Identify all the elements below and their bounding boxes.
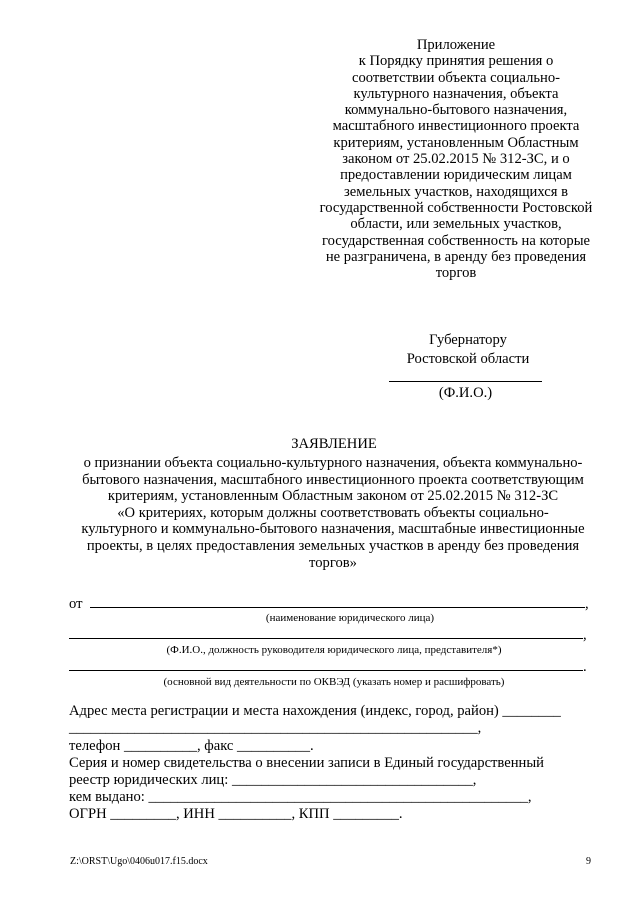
appendix-line: к Порядку принятия решения о: [358, 53, 554, 70]
appendix-line: соответствии объекта социально-: [352, 69, 560, 86]
from-label: от: [69, 596, 83, 612]
appendix-line: коммунально-бытового назначения,: [344, 102, 568, 119]
hint-okved: (основной вид деятельности по ОКВЭД (указать номер и расшифровать): [163, 676, 505, 688]
okved-field[interactable]: [69, 670, 583, 671]
footer-file-path: Z:\ORST\Ugo\0406u017.f15.docx: [70, 856, 208, 867]
appendix-line: области, или земельных участков,: [350, 216, 562, 233]
hint-head: (Ф.И.О., должность руководителя юридического лица, представителя*): [166, 644, 502, 656]
subject-line: проекты, в целях предоставления земельных участков в аренду без проведения: [86, 537, 580, 554]
appendix-line: культурного назначения, объекта: [353, 85, 559, 102]
appendix-line: торгов: [435, 265, 477, 282]
appendix-line: земельных участков, находящихся в: [344, 183, 568, 200]
subject-line: критериям, установленным Областным законом от 25.02.2015 № 312-ЗС: [107, 488, 559, 505]
cert-line: Серия и номер свидетельства о внесении записи в Единый государственный: [69, 755, 544, 771]
subject-line: о признании объекта социально-культурного назначения, объекта коммунально-: [83, 455, 583, 471]
subject-line: «О критериях, которым должны соответствовать объекты социально-: [117, 504, 549, 521]
org-name-field[interactable]: [90, 607, 585, 608]
comma: ,: [585, 596, 589, 612]
appendix-line: государственная собственность на которые: [322, 232, 590, 249]
appendix-line: законом от 25.02.2015 № 312-ЗС, и о: [342, 151, 570, 168]
address-field[interactable]: ________________________________________________________,: [69, 720, 482, 736]
governor-name-line[interactable]: [389, 381, 542, 382]
ogrn-inn-kpp-line[interactable]: ОГРН _________, ИНН __________, КПП _________.: [69, 806, 403, 822]
address-label: Адрес места регистрации и места нахождения (индекс, город, район) ________: [69, 703, 561, 719]
subject-line: торгов»: [309, 554, 357, 571]
issued-by-field[interactable]: кем выдано: ____________________________________________________,: [69, 789, 532, 805]
appendix-line: Приложение: [416, 37, 496, 53]
subject-line: культурного и коммунально-бытового назначения, масштабные инвестиционные: [81, 521, 585, 538]
appendix-line: предоставлении юридическим лицам: [340, 167, 572, 184]
fio-caption: (Ф.И.О.): [438, 385, 493, 401]
appendix-header: [300, 37, 612, 281]
addressee-line: Губернатору: [429, 332, 507, 348]
appendix-line: критериям, установленным Областным: [333, 134, 579, 151]
cert-registry-field[interactable]: реестр юридических лиц: _________________________________,: [69, 772, 477, 788]
comma: ,: [583, 627, 587, 643]
statement-subject: [46, 455, 620, 571]
phone-fax-line[interactable]: телефон __________, факс __________.: [69, 738, 314, 754]
appendix-line: не разграничена, в аренду без проведения: [325, 248, 587, 265]
hint-org-name: (наименование юридического лица): [265, 612, 435, 624]
period: .: [583, 659, 587, 675]
subject-line: бытового назначения, масштабного инвестиционного проекта соответствующим: [82, 471, 584, 488]
appendix-line: масштабного инвестиционного проекта: [332, 118, 580, 135]
addressee: [370, 331, 566, 369]
addressee-line: Ростовской области: [406, 351, 530, 367]
page-number: 9: [586, 856, 591, 867]
document-title: ЗАЯВЛЕНИЕ: [291, 436, 377, 452]
head-name-field[interactable]: [69, 638, 583, 639]
appendix-line: государственной собственности Ростовской: [319, 199, 593, 216]
